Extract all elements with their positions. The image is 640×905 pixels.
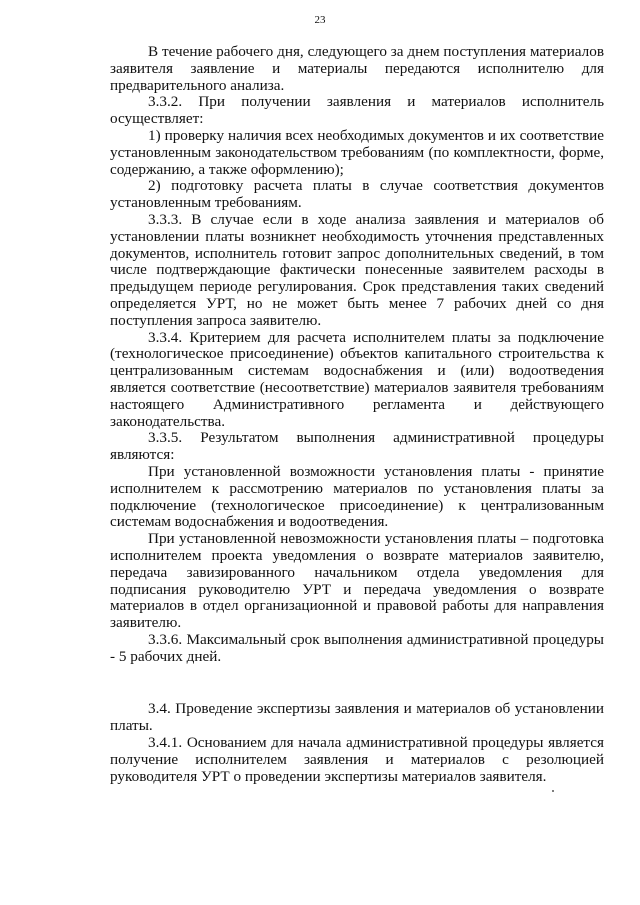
paragraph-3-3-6: 3.3.6. Максимальный срок выполнения административной процедуры - 5 рабочих дней. xyxy=(110,630,604,665)
list-item-1: 1) проверку наличия всех необходимых документов и их соответствие установленным законодательством требованиям (по комплектности, форме, содержанию, а также оформлению); xyxy=(110,126,604,178)
paragraph-3-3-3: 3.3.3. В случае если в ходе анализа заявления и материалов об установлении платы возникнет необходимость уточнения представленных документов, исполнитель готовит запрос дополнительных сведений, в том числе подтверждающие фактически понесенные заявителем расходы в предыдущем периоде регулирования. Срок представления таких сведений определяется УРТ, но не может быть менее 7 рабочих дней со дня поступления запроса заявителю. xyxy=(110,210,604,329)
page-number: 23 xyxy=(314,14,326,26)
section-heading-3-4: 3.4. Проведение экспертизы заявления и материалов об установлении платы. xyxy=(110,700,604,735)
paragraph-intro: В течение рабочего дня, следующего за днем поступления материалов заявителя заявление и материалы передаются исполнителю для предварительного анализа. xyxy=(110,43,604,94)
paragraph-3-4-1: 3.4.1. Основанием для начала административной процедуры является получение исполнителем заявления и материалов с резолюцией руководителя УРТ о проведении экспертизы материалов заявителя. xyxy=(110,734,604,785)
paragraph-result-impossible: При установленной невозможности установления платы – подготовка исполнителем проекта уведомления о возврате материалов заявителю, передача завизированного начальником отдела уведомления для подписания руководителю УРТ и передача уведомления о возврате материалов в отдел организационной и правовой работы для направления заявителю. xyxy=(110,530,604,632)
paragraph-3-3-4: 3.3.4. Критерием для расчета исполнителем платы за подключение (технологическое присоединение) объектов капитального строительства к централизованным системам водоснабжения и (или) водоотведения является соответствие (несоответствие) материалов заявителя требованиям настоящего Административного регламента и действующего законодательства. xyxy=(110,328,604,430)
paragraph-result-possible: При установленной возможности установления платы - принятие исполнителем к рассмотрению материалов по установления платы за подключение (технологическое присоединение) к централизованным системам водоснабжения и водоотведения. xyxy=(110,462,604,531)
list-item-2: 2) подготовку расчета платы в случае соответствия документов установленным требованиям. xyxy=(110,177,604,212)
document-body xyxy=(110,44,604,785)
scan-speck xyxy=(552,790,554,792)
paragraph-3-3-2: 3.3.2. При получении заявления и материалов исполнитель осуществляет: xyxy=(110,93,604,128)
paragraph-3-3-5: 3.3.5. Результатом выполнения административной процедуры являются: xyxy=(110,429,604,464)
